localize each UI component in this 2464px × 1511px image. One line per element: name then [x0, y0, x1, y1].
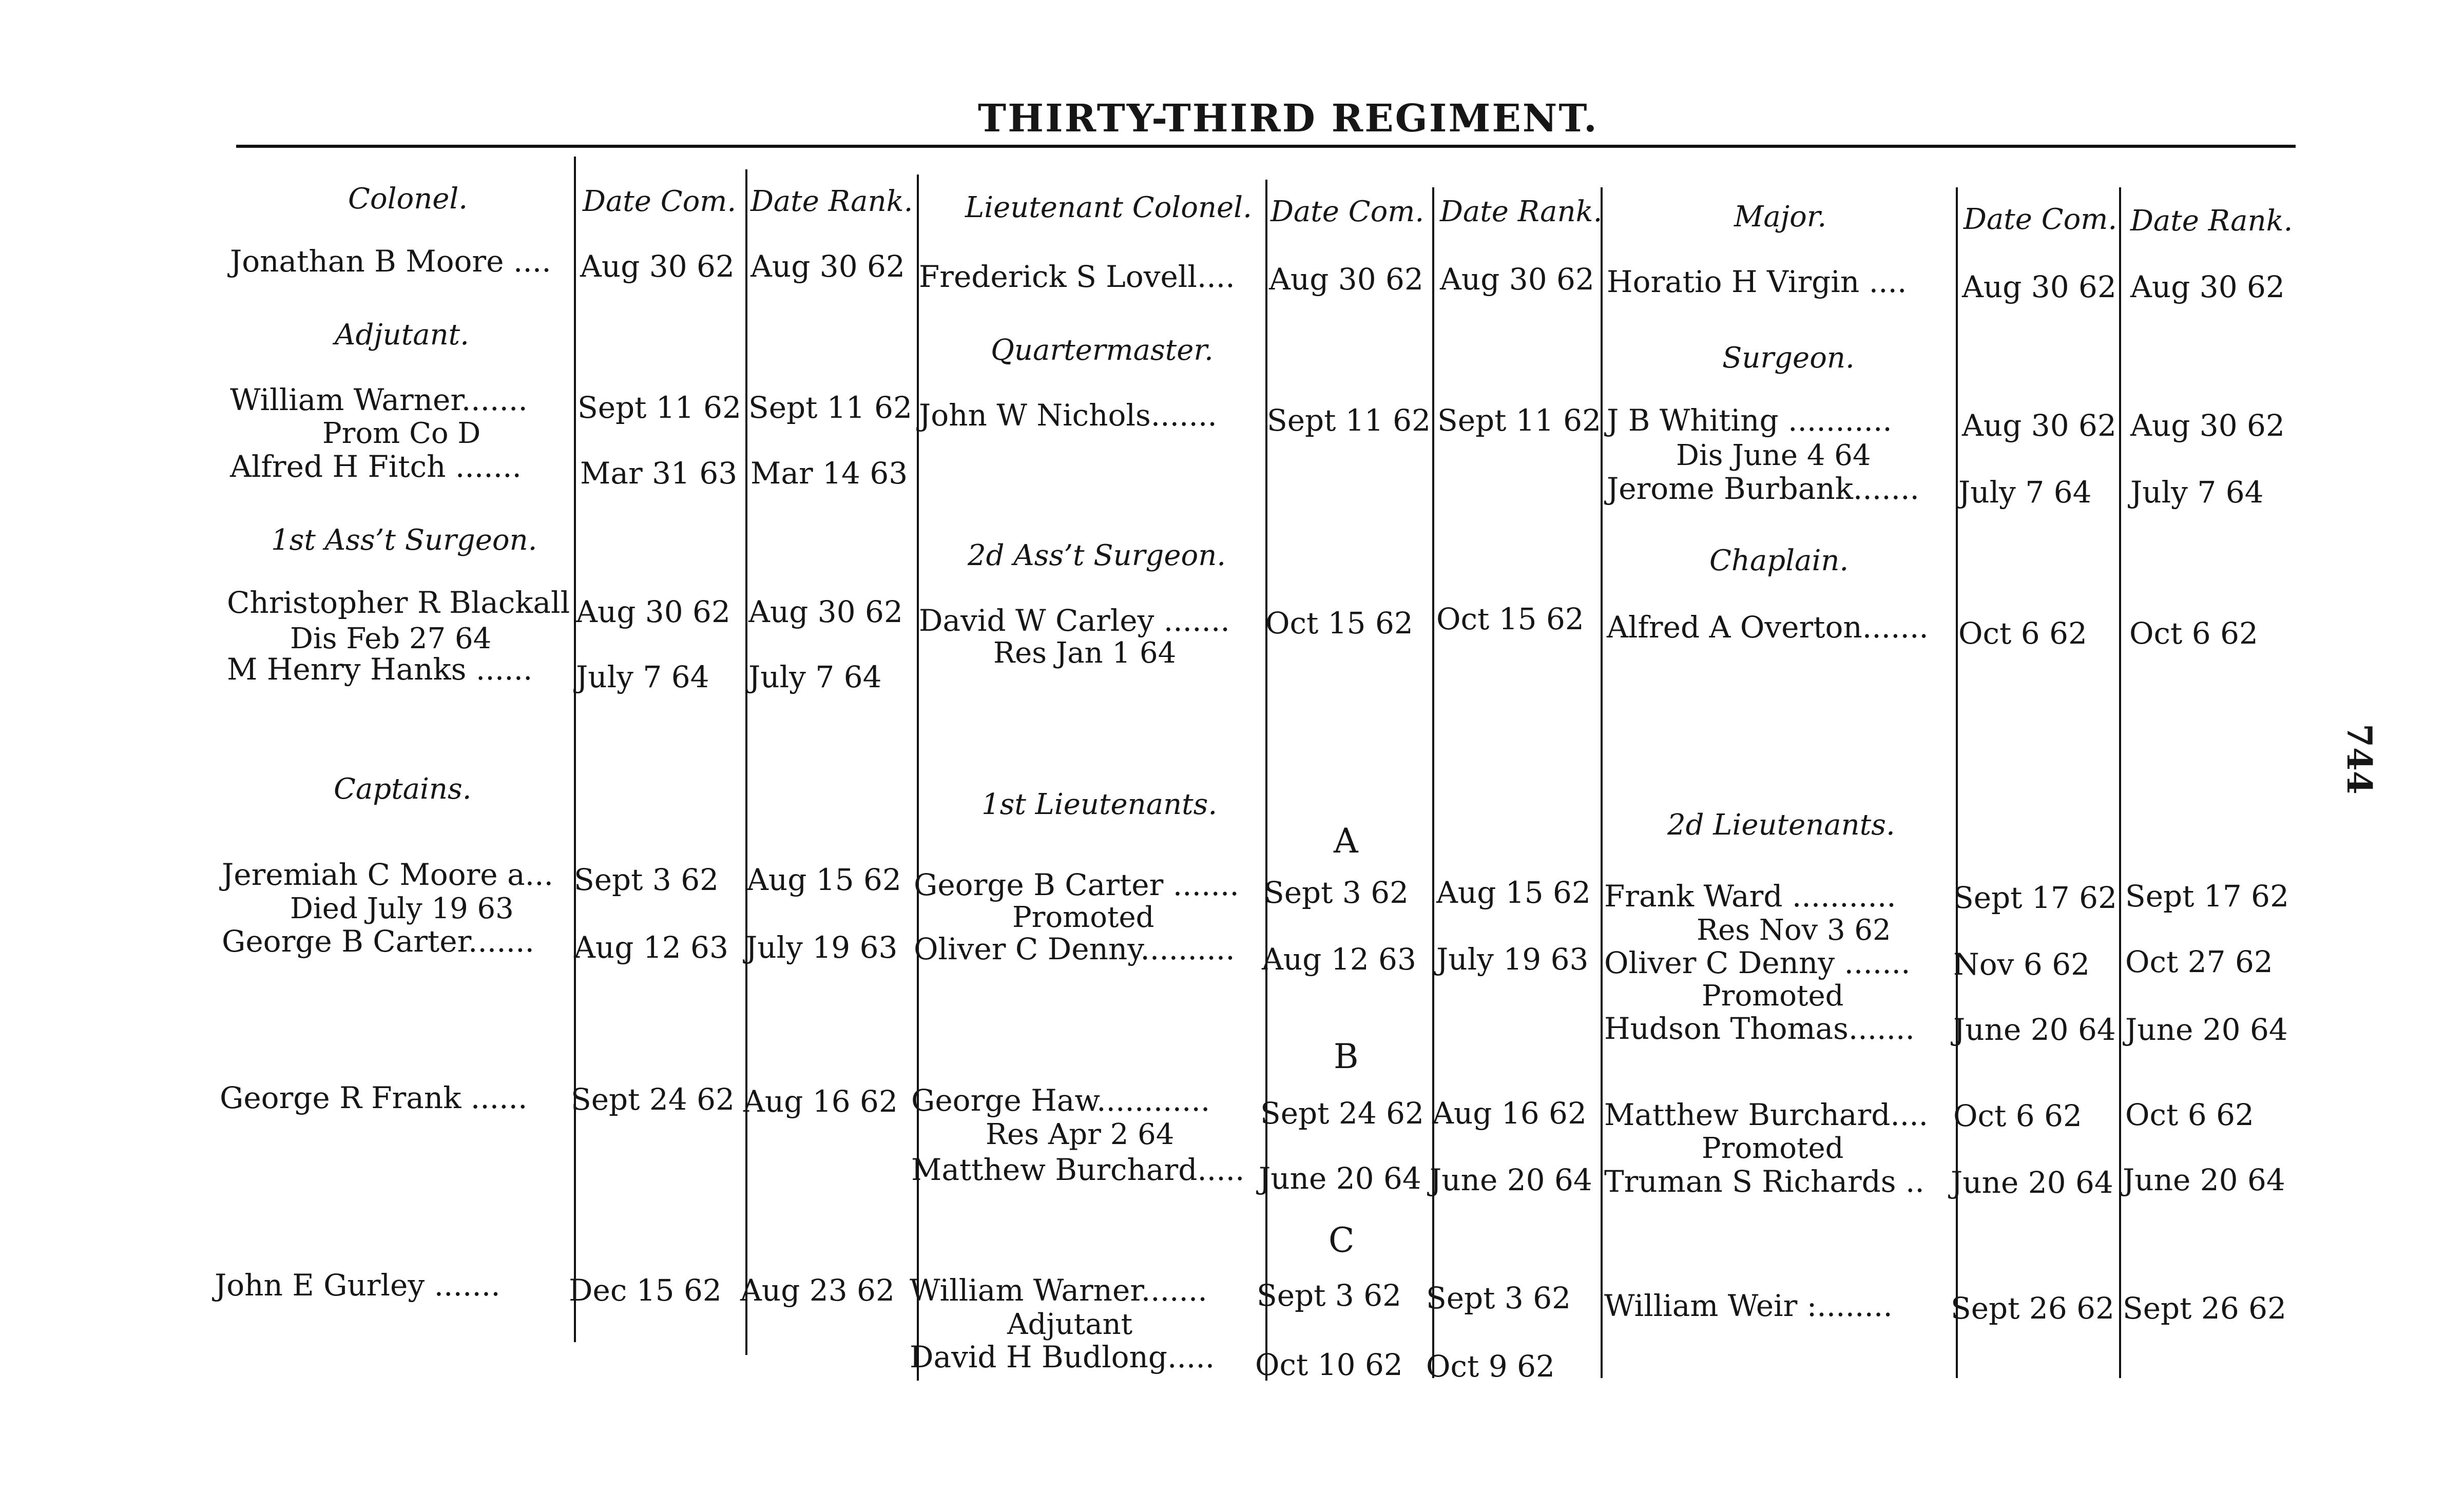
captain-a1-name: Jeremiah C Moore a...	[222, 857, 553, 892]
asst-surgeon-1-date-rank: Aug 30 62	[748, 594, 903, 629]
captain-c-date-rank: Aug 23 62	[740, 1273, 895, 1308]
header-second-asst-surgeon: 2d Ass’t Surgeon.	[968, 539, 1226, 572]
surgeon-1-name: J B Whiting ...........	[1607, 403, 1892, 438]
first-lt-b1-date-rank: Aug 16 62	[1432, 1096, 1587, 1131]
quartermaster-date-rank: Sept 11 62	[1437, 403, 1601, 438]
header-second-lieutenants: 2d Lieutenants.	[1667, 808, 1895, 842]
adjutant-1-date-com: Sept 11 62	[578, 390, 741, 425]
first-lt-a1-name: George B Carter .......	[914, 867, 1239, 902]
first-lt-a2-date-com: Aug 12 63	[1262, 942, 1416, 977]
second-lt-a2-date-com: Nov 6 62	[1953, 947, 2090, 982]
first-lt-a2-name: Oliver C Denny..........	[914, 932, 1235, 966]
second-lt-a1-date-com: Sept 17 62	[1953, 880, 2117, 915]
header-first-lieutenants: 1st Lieutenants.	[981, 788, 1218, 821]
surgeon-2-date-rank: July 7 64	[2130, 475, 2264, 510]
company-c-label: C	[1329, 1221, 1355, 1260]
header-date-rank-2: Date Rank.	[1440, 195, 1603, 228]
first-lt-b2-date-com: June 20 64	[1259, 1161, 1421, 1196]
first-lt-b1-date-com: Sept 24 62	[1260, 1096, 1424, 1131]
lt-colonel-name: Frederick S Lovell....	[919, 259, 1235, 294]
header-date-rank: Date Rank.	[750, 185, 913, 218]
second-lt-a1-note: Res Nov 3 62	[1697, 914, 1891, 947]
asst-surgeon-1-date-com: Aug 30 62	[576, 594, 730, 629]
chaplain-date-rank: Oct 6 62	[2129, 616, 2258, 651]
first-lt-c1-note: Adjutant	[1007, 1308, 1133, 1341]
second-lt-b1-name: Matthew Burchard....	[1604, 1097, 1929, 1132]
header-first-asst-surgeon: 1st Ass’t Surgeon.	[271, 524, 537, 557]
second-lt-b1-note: Promoted	[1702, 1132, 1844, 1165]
header-chaplain: Chaplain.	[1709, 544, 1849, 577]
second-lt-c1-date-com: Sept 26 62	[1951, 1291, 2114, 1326]
adjutant-2-date-rank: Mar 14 63	[750, 456, 908, 491]
first-lt-a2-date-rank: July 19 63	[1436, 942, 1589, 977]
captain-c-name: John E Gurley .......	[215, 1268, 500, 1303]
captain-b-name: George R Frank ......	[220, 1080, 528, 1115]
second-lt-b1-date-rank: Oct 6 62	[2125, 1097, 2254, 1132]
first-lt-c2-date-com: Oct 10 62	[1255, 1347, 1403, 1382]
captain-a1-date-com: Sept 3 62	[574, 862, 719, 897]
first-lt-b2-date-rank: June 20 64	[1430, 1163, 1592, 1197]
second-asst-surgeon-note: Res Jan 1 64	[993, 636, 1177, 670]
second-lt-b2-name: Truman S Richards ..	[1604, 1164, 1924, 1199]
chaplain-date-com: Oct 6 62	[1958, 616, 2087, 651]
col1-rule-c	[917, 175, 919, 1381]
second-lt-b2-date-rank: June 20 64	[2123, 1163, 2285, 1197]
captain-b-date-com: Sept 24 62	[571, 1082, 735, 1117]
col1-rule-a	[574, 157, 576, 1342]
surgeon-1-date-com: Aug 30 62	[1962, 408, 2116, 443]
page-number: 744	[2339, 724, 2379, 795]
first-lt-c1-name: William Warner.......	[910, 1273, 1207, 1308]
second-lt-a1-date-rank: Sept 17 62	[2125, 879, 2289, 914]
col2-rule-a	[1265, 180, 1267, 1381]
col2-rule-c	[1601, 187, 1603, 1378]
second-lt-a3-date-rank: June 20 64	[2125, 1012, 2288, 1047]
captain-a1-note: Died July 19 63	[290, 892, 514, 925]
captain-c-date-com: Dec 15 62	[569, 1273, 722, 1308]
second-lt-a3-name: Hudson Thomas.......	[1604, 1011, 1915, 1046]
first-lt-c2-date-rank: Oct 9 62	[1426, 1349, 1555, 1384]
lt-colonel-date-com: Aug 30 62	[1269, 262, 1423, 297]
header-surgeon: Surgeon.	[1722, 341, 1855, 375]
captain-a2-date-rank: July 19 63	[745, 930, 898, 965]
captain-a2-name: George B Carter.......	[222, 924, 534, 959]
first-lt-b2-name: Matthew Burchard.....	[911, 1152, 1245, 1187]
first-lt-a1-note: Promoted	[1012, 901, 1154, 934]
colonel-date-rank: Aug 30 62	[750, 249, 905, 284]
header-date-rank-3: Date Rank.	[2130, 204, 2293, 238]
surgeon-2-date-com: July 7 64	[1958, 475, 2092, 510]
adjutant-1-date-rank: Sept 11 62	[748, 390, 912, 425]
company-b-label: B	[1334, 1037, 1359, 1076]
header-adjutant: Adjutant.	[335, 318, 469, 352]
company-a-label: A	[1334, 821, 1358, 861]
header-colonel: Colonel.	[348, 182, 468, 216]
chaplain-name: Alfred A Overton.......	[1607, 610, 1929, 645]
major-date-com: Aug 30 62	[1962, 269, 2116, 304]
second-asst-surgeon-name: David W Carley .......	[919, 603, 1230, 638]
page-title: THIRTY-THIRD REGIMENT.	[978, 96, 1599, 141]
asst-surgeon-2-name: M Henry Hanks ......	[227, 652, 533, 687]
asst-surgeon-2-date-com: July 7 64	[576, 660, 709, 694]
quartermaster-date-com: Sept 11 62	[1267, 403, 1431, 438]
quartermaster-name: John W Nichols.......	[919, 398, 1217, 433]
col1-rule-b	[745, 169, 747, 1355]
first-lt-c2-name: David H Budlong.....	[910, 1340, 1215, 1374]
surgeon-1-date-rank: Aug 30 62	[2130, 408, 2285, 443]
header-date-com: Date Com.	[583, 185, 737, 218]
captain-a2-date-com: Aug 12 63	[574, 930, 728, 965]
adjutant-2-date-com: Mar 31 63	[580, 456, 738, 491]
header-date-com-3: Date Com.	[1964, 203, 2118, 236]
asst-surgeon-2-date-rank: July 7 64	[748, 660, 882, 694]
second-lt-c1-name: William Weir :........	[1604, 1288, 1893, 1323]
second-lt-a1-name: Frank Ward ...........	[1604, 879, 1896, 914]
second-lt-b2-date-com: June 20 64	[1951, 1165, 2113, 1200]
first-lt-b1-note: Res Apr 2 64	[986, 1118, 1175, 1151]
lt-colonel-date-rank: Aug 30 62	[1440, 262, 1594, 297]
asst-surgeon-1-note: Dis Feb 27 64	[290, 622, 492, 655]
major-date-rank: Aug 30 62	[2130, 269, 2285, 304]
captain-b-date-rank: Aug 16 62	[743, 1084, 898, 1119]
second-lt-a2-name: Oliver C Denny .......	[1604, 945, 1911, 980]
header-captains: Captains.	[334, 772, 472, 806]
adjutant-1-note: Prom Co D	[322, 417, 481, 450]
second-lt-a2-note: Promoted	[1702, 979, 1844, 1013]
second-lt-b1-date-com: Oct 6 62	[1953, 1098, 2082, 1133]
second-lt-a2-date-rank: Oct 27 62	[2125, 944, 2273, 979]
asst-surgeon-1-name: Christopher R Blackall	[227, 585, 570, 620]
adjutant-2-name: Alfred H Fitch .......	[230, 449, 522, 484]
header-date-com-2: Date Com.	[1270, 195, 1424, 228]
title-rule	[236, 145, 2296, 148]
captain-a1-date-rank: Aug 15 62	[747, 862, 901, 897]
first-lt-c1-date-rank: Sept 3 62	[1426, 1281, 1571, 1315]
first-lt-a1-date-rank: Aug 15 62	[1436, 875, 1591, 910]
second-lt-a3-date-com: June 20 64	[1953, 1012, 2116, 1047]
second-asst-surgeon-date-com: Oct 15 62	[1265, 606, 1413, 641]
second-lt-c1-date-rank: Sept 26 62	[2123, 1291, 2286, 1326]
header-major: Major.	[1734, 200, 1827, 234]
major-name: Horatio H Virgin ....	[1607, 264, 1907, 299]
col3-rule-b	[2119, 187, 2121, 1378]
colonel-date-com: Aug 30 62	[580, 249, 735, 284]
col2-rule-b	[1432, 187, 1434, 1378]
adjutant-1-name: William Warner.......	[230, 382, 528, 417]
header-quartermaster: Quartermaster.	[991, 334, 1214, 367]
header-lt-colonel: Lieutenant Colonel.	[965, 191, 1252, 224]
first-lt-b1-name: George Haw............	[911, 1083, 1210, 1118]
first-lt-c1-date-com: Sept 3 62	[1257, 1278, 1402, 1313]
colonel-name: Jonathan B Moore ....	[230, 244, 551, 279]
first-lt-a1-date-com: Sept 3 62	[1264, 875, 1409, 910]
surgeon-1-note: Dis June 4 64	[1676, 439, 1871, 472]
second-asst-surgeon-date-rank: Oct 15 62	[1436, 602, 1584, 636]
surgeon-2-name: Jerome Burbank.......	[1607, 471, 1919, 506]
